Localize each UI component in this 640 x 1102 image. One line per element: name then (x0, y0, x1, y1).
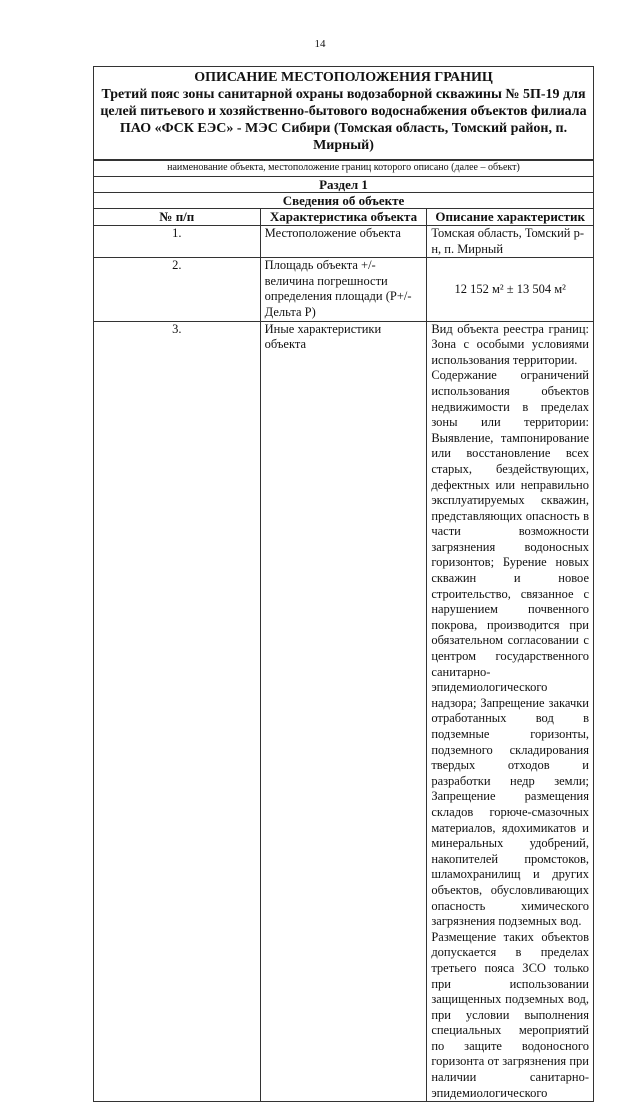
title-block (93, 66, 594, 160)
description-paragraph: Вид объекта реестра границ: Зона с особыми условиями использования территории. (431, 321, 589, 367)
description-paragraph: Содержание ограничений использования объектов недвижимости в пределах зоны или территории: Выявление, тампонирование или восстановление всех старых, бездействующих, дефектных или неправильно эксплуатируемых скважин, представляющих опасность в части возможности загрязнения водоносных горизонтов; Бурение новых скважин и новое строительство, связанное с нарушением почвенного покрова, производится при обязательном согласовании с центром государственного санитарно-эпидемиологического надзора; Запрещение закачки отработанных вод в подземные горизонты, подземного складирования твердых отходов и разработки недр земли; Запрещение размещения складов горюче-смазочных материалов, ядохимикатов и минеральных удобрений, накопителей промстоков, шламохранилищ и других объектов, обусловливающих опасность химического загрязнения подземных вод. (431, 368, 589, 929)
row-description-other (427, 321, 594, 1102)
row-characteristic: Местоположение объекта (260, 226, 427, 258)
section-label: Раздел 1 (94, 177, 594, 193)
description-paragraph: Размещение таких объектов допускается в пределах третьего пояса ЗСО только при использовании защищенных подземных вод, при условии выполнения специальных мероприятий по защите водоносного горизонта от загрязнения при наличии санитарно-эпидемиологического (431, 929, 589, 1100)
table-header-row (94, 209, 594, 226)
table-row (94, 226, 594, 258)
section-label-row (94, 177, 594, 193)
document-subtitle: Третий пояс зоны санитарной охраны водозаборной скважины № 5П-19 для целей питьевого и хозяйственно-бытового водоснабжения объектов филиала ПАО «ФСК ЕЭС» - МЭС Сибири (Томская область, Томский район, п. Мирный) (100, 87, 587, 153)
header-characteristic: Характеристика объекта (260, 209, 427, 226)
row-num: 3. (94, 321, 261, 1102)
header-description: Описание характеристик (427, 209, 594, 226)
page-number: 14 (314, 38, 326, 50)
row-characteristic: Площадь объекта +/- величина погрешности определения площади (Р+/- Дельта Р) (260, 258, 427, 321)
object-info-table (93, 176, 594, 1102)
row-description: Томская область, Томский р-н, п. Мирный (427, 226, 594, 258)
row-characteristic: Иные характеристики объекта (260, 321, 427, 1102)
object-caption: наименование объекта, местоположение границ которого описано (далее – объект) (93, 160, 594, 176)
table-row (94, 321, 594, 1102)
table-row (94, 258, 594, 321)
row-description-area: 12 152 м² ± 13 504 м² (427, 258, 594, 321)
section-title-row (94, 193, 594, 209)
header-num: № п/п (94, 209, 261, 226)
row-num: 2. (94, 258, 261, 321)
document-body (93, 66, 594, 1102)
document-heading: ОПИСАНИЕ МЕСТОПОЛОЖЕНИЯ ГРАНИЦ (194, 70, 493, 85)
section-title: Сведения об объекте (94, 193, 594, 209)
row-num: 1. (94, 226, 261, 258)
